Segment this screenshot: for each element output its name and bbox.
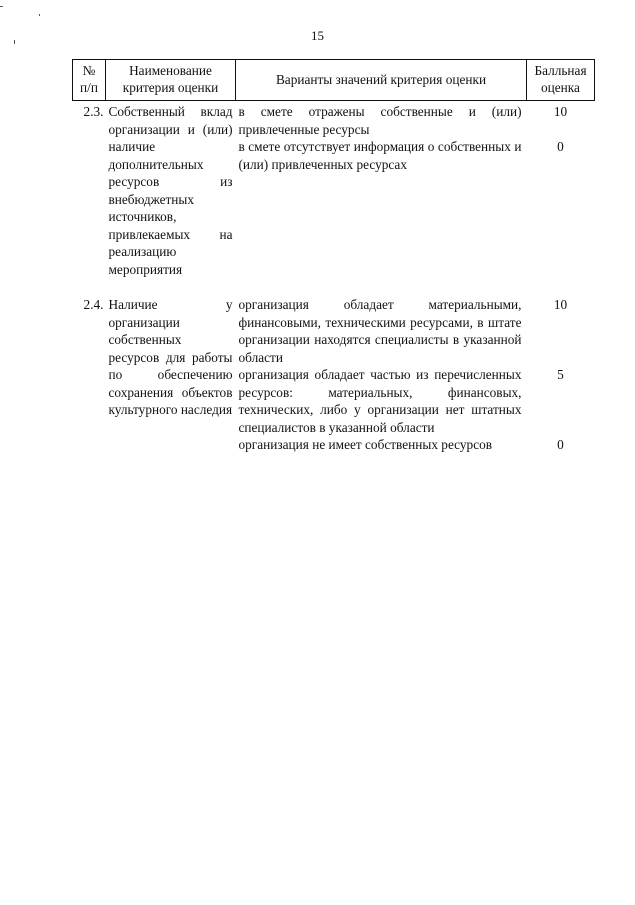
score-value: 10 <box>553 297 568 312</box>
score-value: 10 <box>553 104 568 119</box>
criterion-name: Наличие у организации собственных ресурсов для работы по обеспечению сохранения объектов культурного наследия <box>108 297 233 417</box>
header-number: № п/п <box>73 60 106 101</box>
score-value: 0 <box>557 437 564 452</box>
score-value: 5 <box>557 367 564 382</box>
criteria-table <box>72 59 595 454</box>
page-number: 15 <box>311 28 324 43</box>
scan-dot <box>39 14 40 16</box>
header-value-options: Варианты значений критерия оценки <box>236 60 527 101</box>
row-number: 2.3. <box>83 104 104 119</box>
scores <box>527 296 595 454</box>
scores <box>527 101 595 279</box>
score-value: 0 <box>557 139 564 154</box>
table-row <box>73 101 595 279</box>
value-option: в смете отражены собственные и (или) привлеченные ресурсы <box>238 104 522 137</box>
table-row <box>73 296 595 454</box>
value-options <box>236 296 527 454</box>
row-spacer <box>73 278 595 296</box>
value-option: в смете отсутствует информация о собственных и (или) привлеченных ресурсах <box>238 139 522 172</box>
value-options <box>236 101 527 279</box>
scan-edge-mark <box>0 6 3 7</box>
value-option: организация обладает материальными, финансовыми, техническими ресурсами, в штате организации находятся специалисты в указанной области <box>238 297 522 365</box>
value-option: организация не имеет собственных ресурсов <box>238 437 493 452</box>
table-header-row <box>73 60 595 101</box>
header-score: Балльная оценка <box>527 60 595 101</box>
row-number: 2.4. <box>83 297 104 312</box>
value-option: организация обладает частью из перечисленных ресурсов: материальных, финансовых, технических, либо у организации нет штатных специалистов в указанной области <box>238 367 522 435</box>
criterion-name: Собственный вклад организации и (или) наличие дополнительных ресурсов из внебюджетных источников, привлекаемых на реализацию мероприятия <box>108 104 233 277</box>
header-criterion-name: Наименование критерия оценки <box>106 60 236 101</box>
